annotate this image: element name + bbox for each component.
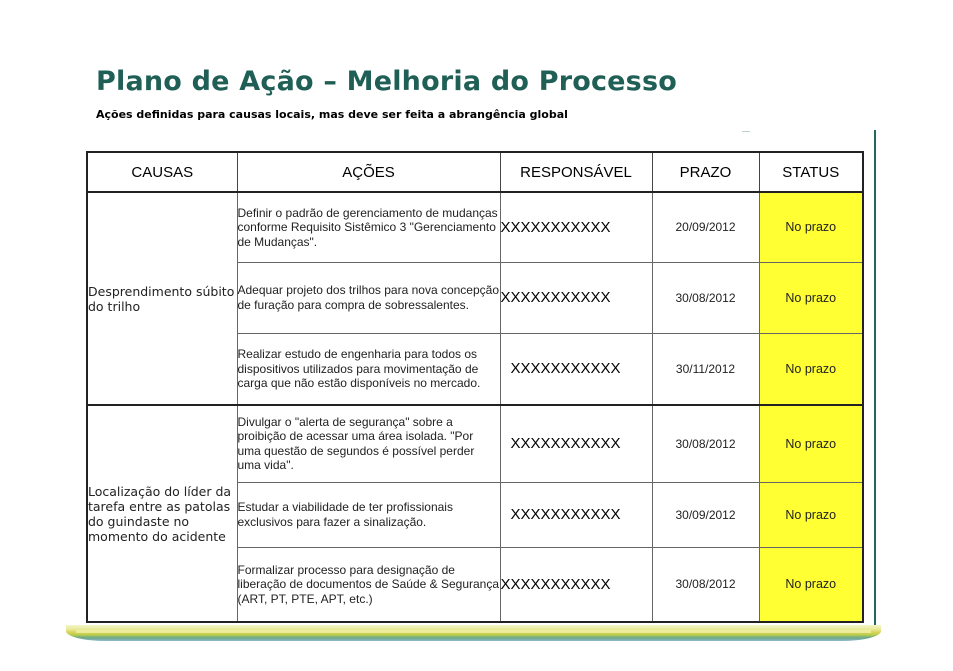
action-cell: Adequar projeto dos trilhos para nova concepção de furação para compra de sobressalentes.: [237, 262, 500, 333]
header-responsavel: RESPONSÁVEL: [500, 152, 652, 192]
status-badge: No prazo: [759, 405, 863, 482]
responsible-cell: XXXXXXXXXXX: [500, 192, 652, 262]
table-header-row: [87, 152, 863, 192]
responsible-cell: XXXXXXXXXXX: [500, 333, 652, 405]
responsible-cell: XXXXXXXXXXX: [500, 262, 652, 333]
status-badge: No prazo: [759, 482, 863, 547]
decorative-vertical-line: [874, 130, 876, 630]
header-causas: CAUSAS: [87, 152, 237, 192]
deadline-cell: 30/09/2012: [652, 482, 759, 547]
page-title: Plano de Ação – Melhoria do Processo: [96, 66, 677, 97]
action-cell: Formalizar processo para designação de liberação de documentos de Saúde & Segurança (ART, PT, PTE, APT, etc.): [237, 547, 500, 622]
responsible-cell: XXXXXXXXXXX: [500, 547, 652, 622]
action-cell: Divulgar o "alerta de segurança" sobre a proibição de acessar uma área isolada. "Por uma questão de segundos é possível perder uma vida".: [237, 405, 500, 482]
decorative-tick: [742, 131, 750, 132]
decorative-footer-band: [66, 625, 881, 641]
table-row: [87, 192, 863, 262]
cause-cell: Desprendimento súbito do trilho: [87, 192, 237, 405]
deadline-cell: 30/11/2012: [652, 333, 759, 405]
cause-cell: Localização do líder da tarefa entre as patolas do guindaste no momento do acidente: [87, 405, 237, 622]
action-cell: Definir o padrão de gerenciamento de mudanças conforme Requisito Sistêmico 3 "Gerenciamento de Mudanças".: [237, 192, 500, 262]
status-badge: No prazo: [759, 262, 863, 333]
status-badge: No prazo: [759, 333, 863, 405]
deadline-cell: 30/08/2012: [652, 262, 759, 333]
header-acoes: AÇÕES: [237, 152, 500, 192]
header-status: STATUS: [759, 152, 863, 192]
header-prazo: PRAZO: [652, 152, 759, 192]
action-cell: Estudar a viabilidade de ter profissionais exclusivos para fazer a sinalização.: [237, 482, 500, 547]
page-subtitle: Ações definidas para causas locais, mas deve ser feita a abrangência global: [96, 108, 568, 121]
deadline-cell: 20/09/2012: [652, 192, 759, 262]
deadline-cell: 30/08/2012: [652, 547, 759, 622]
deadline-cell: 30/08/2012: [652, 405, 759, 482]
action-plan-table: [86, 151, 864, 623]
action-cell: Realizar estudo de engenharia para todos os dispositivos utilizados para movimentação de carga que não estão disponíveis no mercado.: [237, 333, 500, 405]
responsible-cell: XXXXXXXXXXX: [500, 482, 652, 547]
status-badge: No prazo: [759, 192, 863, 262]
responsible-cell: XXXXXXXXXXX: [500, 405, 652, 482]
status-badge: No prazo: [759, 547, 863, 622]
table-row: [87, 405, 863, 482]
